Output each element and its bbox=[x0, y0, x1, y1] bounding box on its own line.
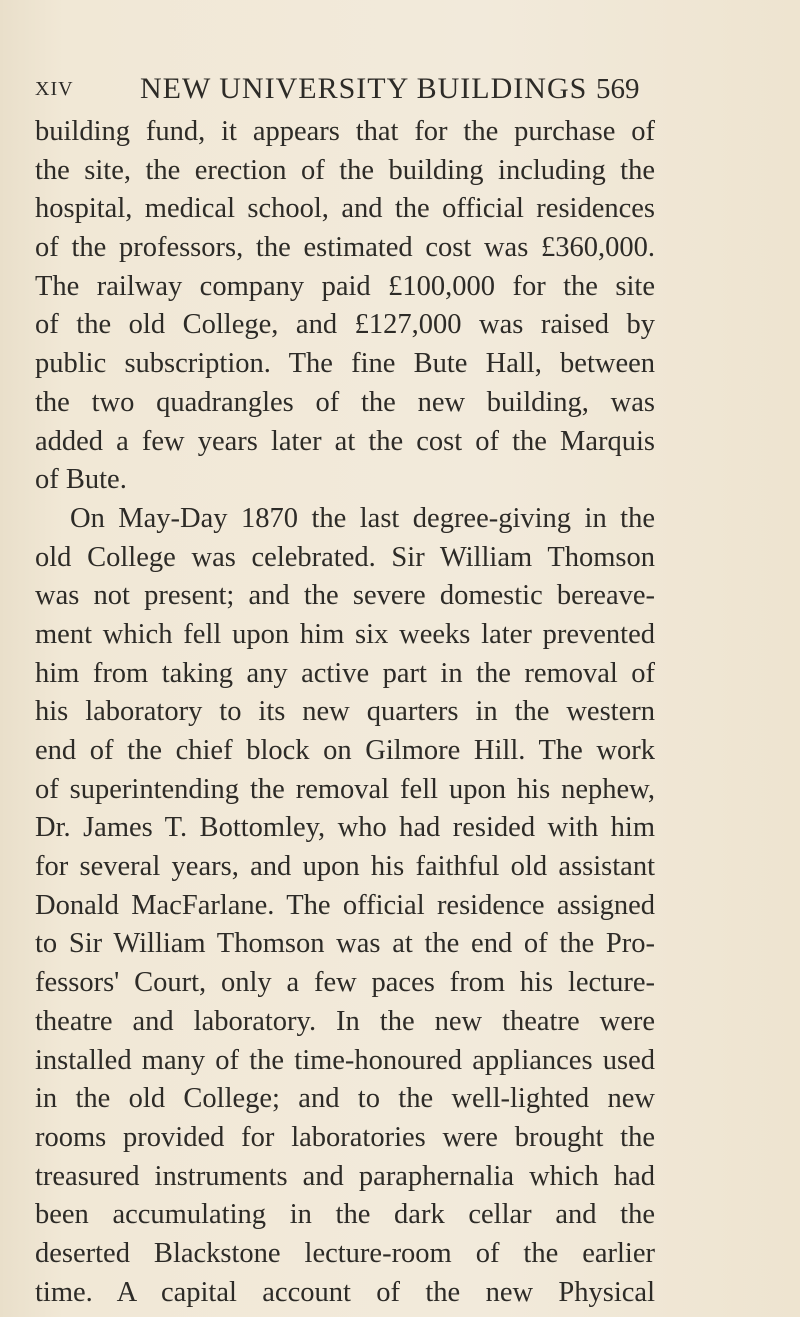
text-line: his laboratory to its new quarters in the western bbox=[35, 696, 655, 728]
text-line: theatre and laboratory. In the new theatre were bbox=[35, 1005, 655, 1037]
text-line: of the old College, and £127,000 was raised by bbox=[35, 309, 655, 341]
page-header bbox=[35, 72, 655, 112]
text-line: for several years, and upon his faithful old assistant bbox=[35, 851, 655, 883]
text-line: of the professors, the estimated cost was £360,000. bbox=[35, 232, 655, 264]
text-line: time. A capital account of the new Physical bbox=[35, 1276, 655, 1308]
text-line: ment which fell upon him six weeks later prevented bbox=[35, 618, 655, 650]
text-line: Donald MacFarlane. The official residence assigned bbox=[35, 889, 655, 921]
text-line: Dr. James T. Bottomley, who had resided with him bbox=[35, 812, 655, 844]
text-line: to Sir William Thomson was at the end of the Pro- bbox=[35, 928, 655, 960]
text-line: of superintending the removal fell upon his nephew, bbox=[35, 773, 655, 805]
text-line: fessors' Court, only a few paces from his lecture- bbox=[35, 967, 655, 999]
text-line: him from taking any active part in the removal of bbox=[35, 657, 655, 689]
text-line: public subscription. The fine Bute Hall, between bbox=[35, 348, 655, 380]
text-line: of Bute. bbox=[35, 464, 127, 496]
text-line: been accumulating in the dark cellar and the bbox=[35, 1199, 655, 1231]
text-line: old College was celebrated. Sir William Thomson bbox=[35, 541, 655, 573]
text-line: rooms provided for laboratories were brought the bbox=[35, 1121, 655, 1153]
body-text bbox=[35, 113, 655, 1312]
text-line: On May-Day 1870 the last degree-giving in the bbox=[70, 502, 655, 534]
text-line: The railway company paid £100,000 for the site bbox=[35, 270, 655, 302]
text-line: the two quadrangles of the new building, was bbox=[35, 386, 655, 418]
text-line: the site, the erection of the building including the bbox=[35, 154, 655, 186]
text-line: deserted Blackstone lecture-room of the earlier bbox=[35, 1237, 655, 1269]
text-line: hospital, medical school, and the official residences bbox=[35, 193, 655, 225]
text-line: was not present; and the severe domestic bereave- bbox=[35, 580, 655, 612]
running-title: NEW UNIVERSITY BUILDINGS bbox=[140, 72, 588, 105]
chapter-number: XIV bbox=[35, 78, 74, 100]
text-line: in the old College; and to the well-lighted new bbox=[35, 1083, 655, 1115]
page-number: 569 bbox=[596, 73, 640, 105]
text-line: installed many of the time-honoured appliances used bbox=[35, 1044, 655, 1076]
text-line: added a few years later at the cost of the Marquis bbox=[35, 425, 655, 457]
text-line: end of the chief block on Gilmore Hill. The work bbox=[35, 735, 655, 766]
text-line: building fund, it appears that for the purchase of bbox=[35, 116, 655, 147]
text-line: treasured instruments and paraphernalia which had bbox=[35, 1160, 655, 1192]
